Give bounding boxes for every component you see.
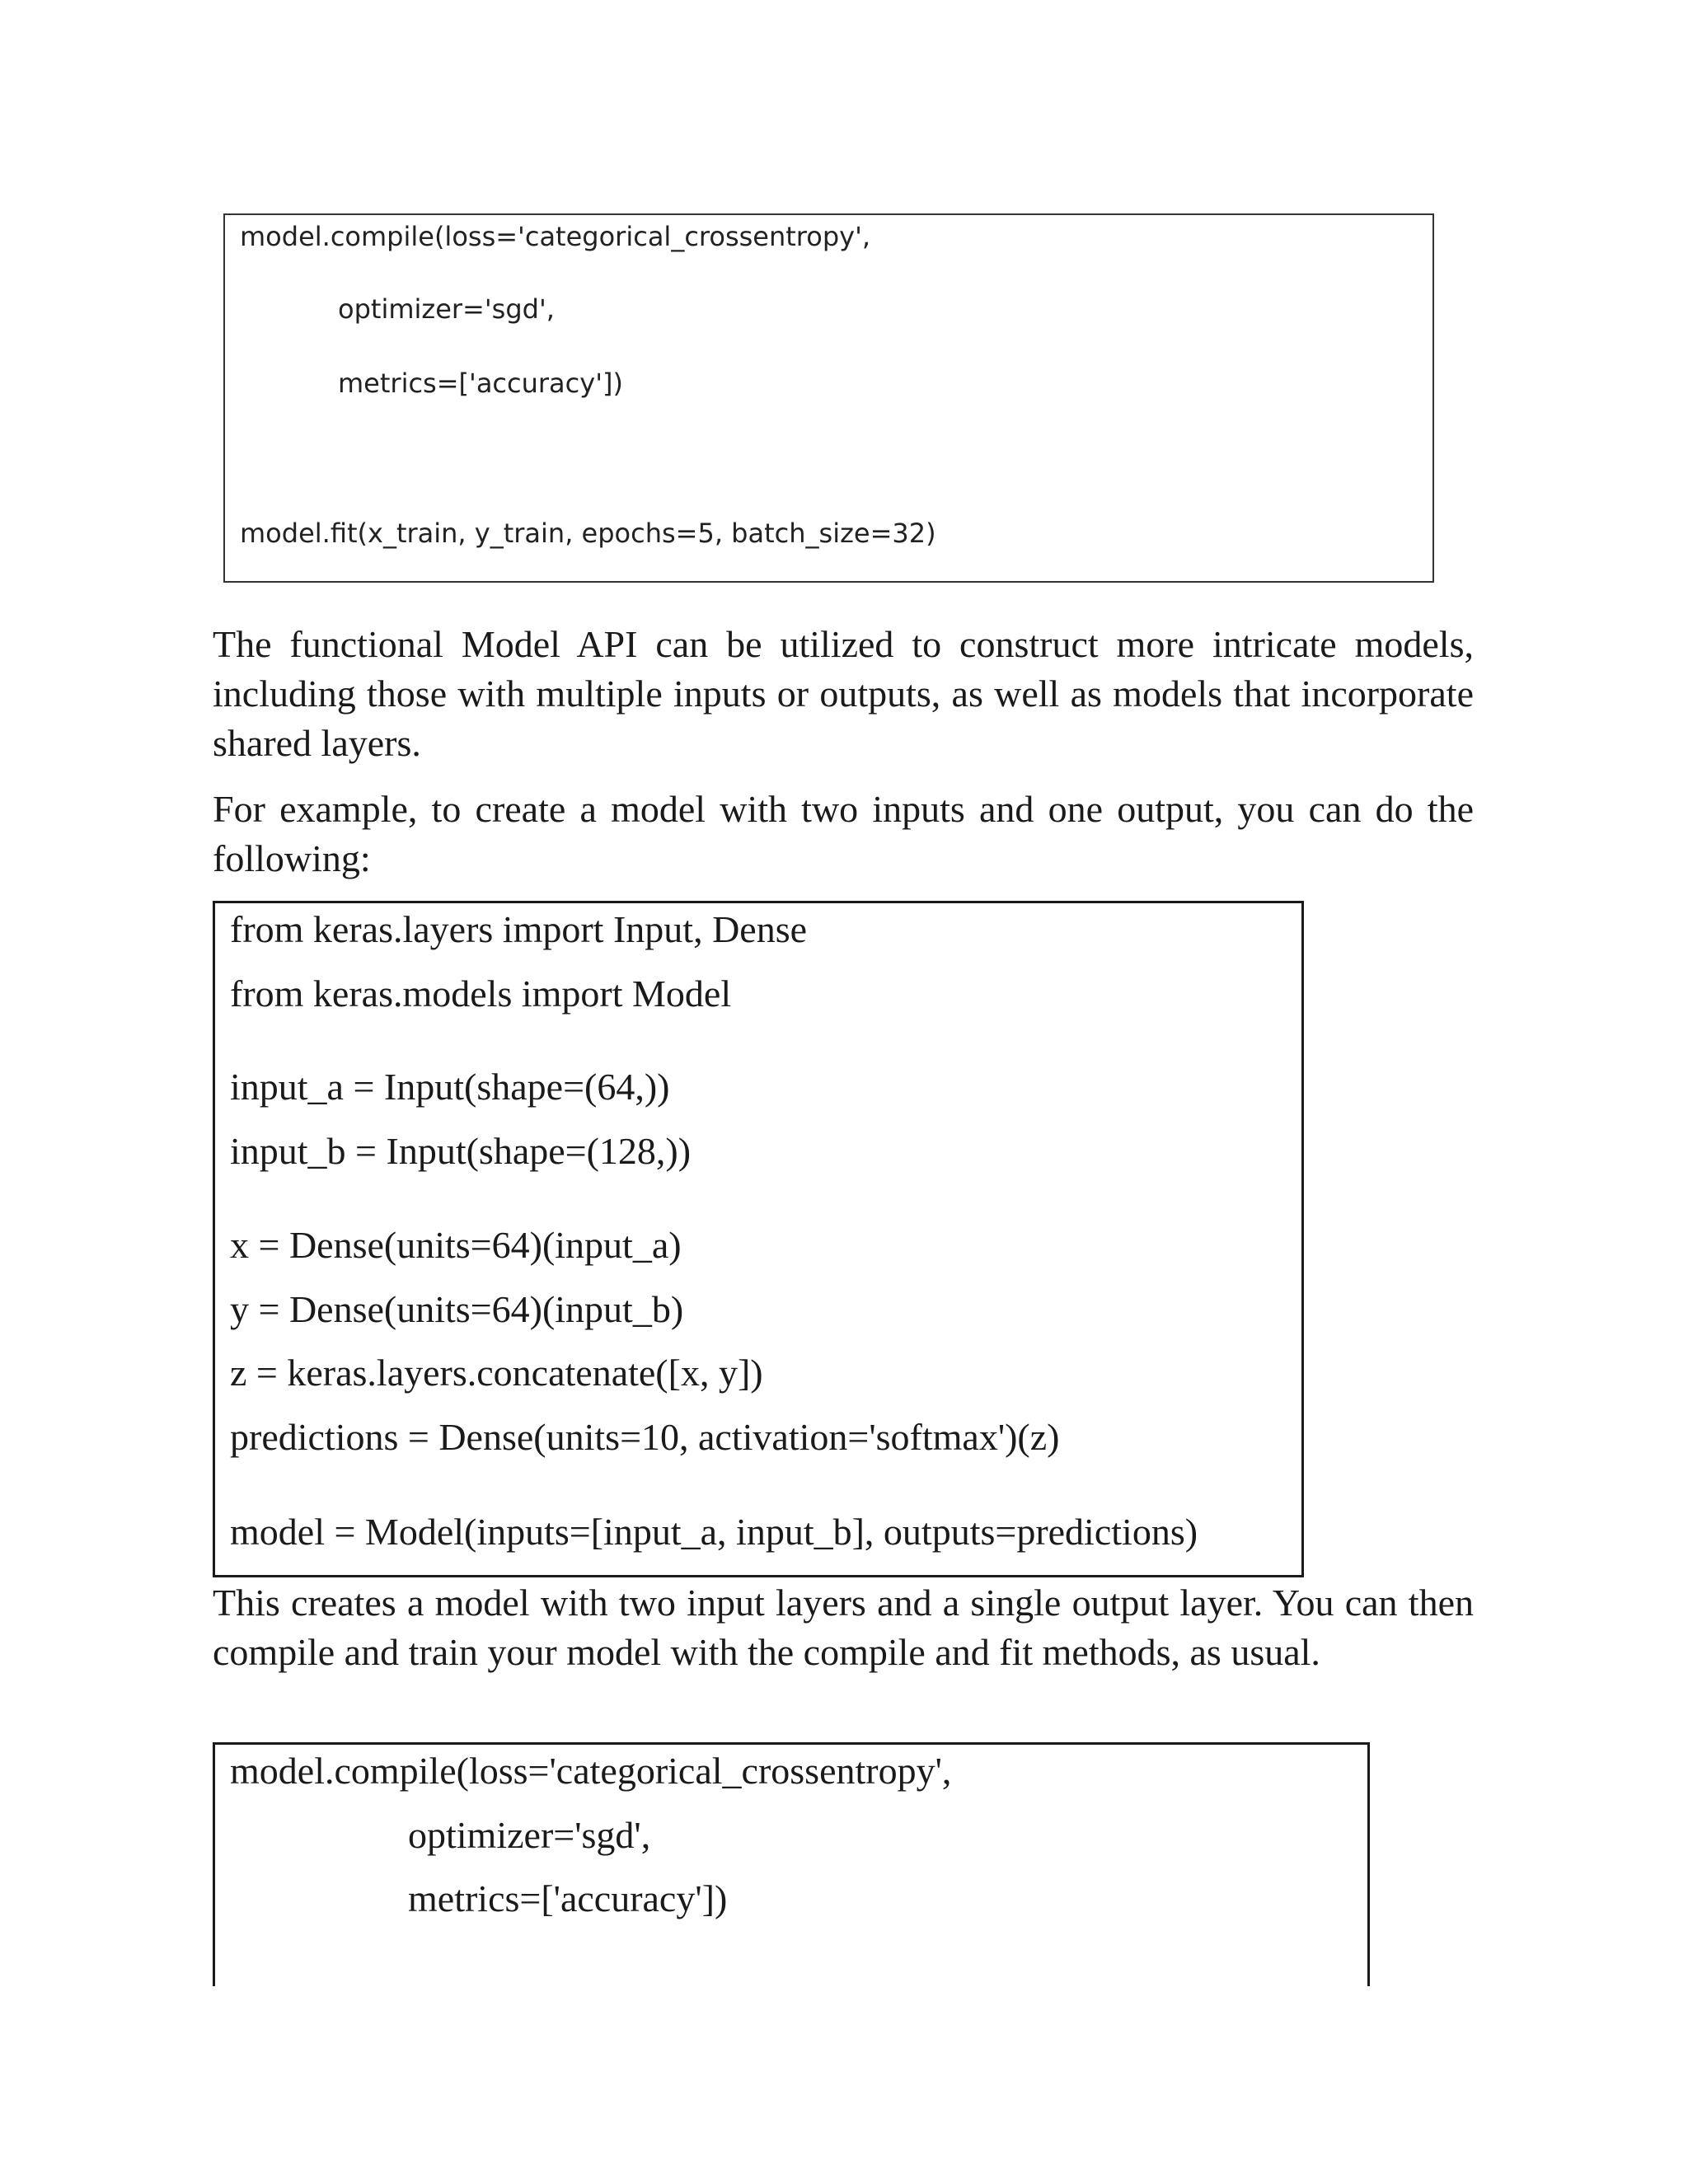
code-block-compile-fit [223,213,1434,583]
code-line: predictions = Dense(units=10, activation='softmax')(z) [230,1416,1060,1458]
code-line: y = Dense(units=64)(input_b) [230,1288,684,1330]
code-line: model = Model(inputs=[input_a, input_b], outputs=predictions) [230,1511,1198,1553]
code-line: model.fit(x_train, y_train, epochs=5, batch_size=32) [240,518,936,549]
code-line: input_b = Input(shape=(128,)) [230,1130,692,1172]
code-block-functional-model [213,901,1304,1577]
code-line: input_a = Input(shape=(64,)) [230,1066,670,1108]
paragraph-model-summary: This creates a model with two input layers and a single output layer. You can then compile and train your model with the compile and fit methods, as usual. [213,1582,1474,1673]
code-line: from keras.layers import Input, Dense [230,908,808,950]
code-line: z = keras.layers.concatenate([x, y]) [230,1352,763,1394]
code-line: metrics=['accuracy']) [408,1877,728,1919]
paragraph-functional-api: The functional Model API can be utilized to construct more intricate models, including those with multiple inputs or outputs, as well as models that incorporate shared layers. [213,623,1474,764]
code-line: metrics=['accuracy']) [338,368,623,399]
code-line: x = Dense(units=64)(input_a) [230,1224,682,1266]
code-line: model.compile(loss='categorical_crossentropy', [240,221,871,252]
code-line: from keras.models import Model [230,972,732,1015]
code-block-compile [213,1742,1370,1986]
paragraph-example-intro: For example, to create a model with two inputs and one output, you can do the following: [213,788,1474,879]
code-line: model.compile(loss='categorical_crossentropy', [230,1750,952,1792]
code-line: optimizer='sgd', [338,293,555,325]
code-line: optimizer='sgd', [408,1814,651,1856]
